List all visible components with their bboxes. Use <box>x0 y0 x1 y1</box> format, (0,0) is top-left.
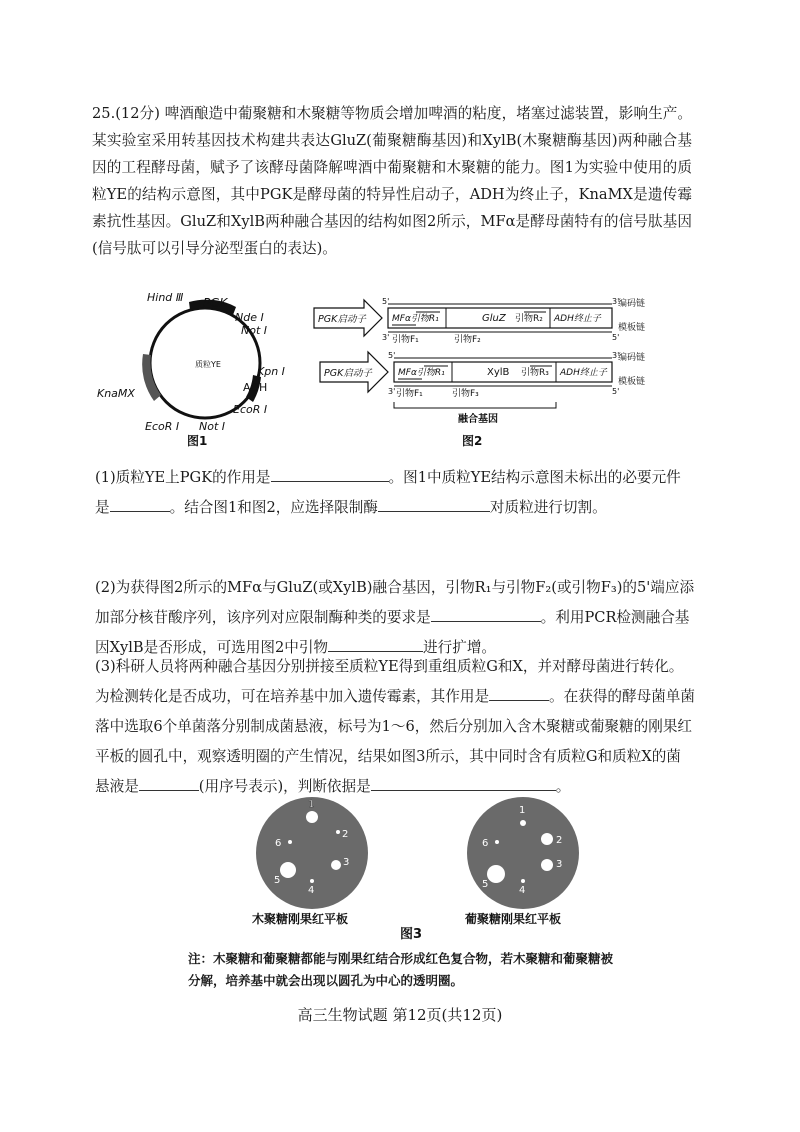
svg-text:5: 5 <box>482 879 489 890</box>
label-nde: Nde Ⅰ <box>235 311 264 324</box>
svg-text:模板链: 模板链 <box>618 377 646 387</box>
svg-text:MFα引物R₁: MFα引物R₁ <box>392 314 439 324</box>
sub-question-3: (3)科研人员将两种融合基因分别拼接至质粒YE得到重组质粒G和X，并对酵母菌进行转化。为检测转化是否成功，可在培养基中加入遗传霉素，其作用是 。在获得的酵母菌单菌落中选取6个单菌落分别制成菌悬液，标号为1～6，然后分别加入含木聚糖或葡聚糖的刚果红平板的圆孔中，观察透明圈的产生情况，结果如图3所示，其中同时含有质粒G和质粒X的菌悬液是 (用序号表示)，判断依据是 。 <box>95 658 695 795</box>
svg-text:4: 4 <box>519 885 526 896</box>
plate-left-label: 木聚糖刚果红平板 <box>252 912 349 926</box>
svg-text:5': 5' <box>612 387 620 396</box>
well-3-left <box>331 860 341 870</box>
figure3-caption: 图3 <box>400 927 423 942</box>
svg-text:3': 3' <box>612 351 620 360</box>
label-not-bottom: Not Ⅰ <box>199 420 226 433</box>
label-adh: ADH <box>243 381 268 394</box>
question-25-stem <box>92 100 692 262</box>
figure-note: 注：木聚糖和葡聚糖都能与刚果红结合形成红色复合物，若木聚糖和葡聚糖被分解，培养基中就会出现以圆孔为中心的透明圈。 <box>188 951 614 988</box>
svg-text:3': 3' <box>388 387 396 396</box>
svg-text:ADH终止子: ADH终止子 <box>554 314 601 324</box>
knamx-segment <box>142 354 161 401</box>
svg-text:GluZ: GluZ <box>482 313 506 324</box>
sub-question-1: (1)质粒YE上PGK的作用是 。图1中质粒YE结构示意图未标出的必要元件是 。结合图1和图2，应选择限制酶 对质粒进行切割。 <box>95 469 681 516</box>
svg-text:3: 3 <box>343 857 350 868</box>
question-stem-text: 啤酒酿造中葡聚糖和木聚糖等物质会增加啤酒的粘度，堵塞过滤装置，影响生产。某实验室采用转基因技术构建共表达GluZ(葡聚糖酶基因)和XylB(木聚糖酶基因)两种融合基因的工程酵母菌，赋予了该酵母菌降解啤酒中葡聚糖和木聚糖的能力。图1为实验中使用的质粒YE的结构示意图，其中PGK是酵母菌的特异性启动子，ADH为终止子，KnaMX是遗传霉素抗性基因。GluZ和XylB两种融合基因的结构如图2所示，MFα是酵母菌特有的信号肽基因(信号肽可以引导分泌型蛋白的表达)。 <box>92 105 692 257</box>
answer-blank[interactable] <box>489 686 549 701</box>
well-3-right <box>541 859 553 871</box>
well-4-right <box>521 879 525 883</box>
plasmid-center-label: 质粒YE <box>195 360 221 369</box>
figure3-plates <box>240 795 600 945</box>
svg-text:5': 5' <box>388 351 396 360</box>
figure2-fusion-genes <box>312 290 692 452</box>
well-6-left <box>288 840 292 844</box>
well-4-left <box>310 879 314 883</box>
well-2-right <box>541 833 553 845</box>
label-not-top: Not Ⅰ <box>241 324 268 337</box>
svg-text:1: 1 <box>308 799 315 810</box>
svg-text:3': 3' <box>612 297 620 306</box>
svg-text:6: 6 <box>482 838 489 849</box>
figure2-caption: 图2 <box>462 434 483 448</box>
svg-text:5: 5 <box>274 875 281 886</box>
svg-text:融合基因: 融合基因 <box>458 414 498 425</box>
svg-text:1: 1 <box>519 805 526 816</box>
svg-text:引物F₁: 引物F₁ <box>396 389 423 399</box>
svg-text:引物R₃: 引物R₃ <box>521 368 549 378</box>
plate-right-label: 葡聚糖刚果红平板 <box>465 912 562 926</box>
svg-text:6: 6 <box>275 838 282 849</box>
page-footer: 高三生物试题 第12页(共12页) <box>297 1006 503 1024</box>
svg-text:4: 4 <box>308 885 315 896</box>
svg-text:3': 3' <box>382 333 390 342</box>
svg-text:2: 2 <box>556 835 563 846</box>
answer-blank[interactable] <box>328 637 423 652</box>
figure1-caption: 图1 <box>187 434 208 448</box>
question-number: 25. <box>92 105 116 122</box>
well-6-right <box>495 840 499 844</box>
label-pgk: PGK <box>203 296 228 310</box>
well-2-left <box>336 830 340 834</box>
answer-blank[interactable] <box>271 467 389 482</box>
answer-blank[interactable] <box>110 497 170 512</box>
label-hind: Hind Ⅲ <box>147 291 184 304</box>
svg-text:MFα引物R₁: MFα引物R₁ <box>398 368 445 378</box>
well-5-right <box>487 865 505 883</box>
answer-blank[interactable] <box>371 776 556 791</box>
answer-blank[interactable] <box>378 497 490 512</box>
answer-blank[interactable] <box>431 607 541 622</box>
well-1-left <box>306 811 318 823</box>
svg-text:5': 5' <box>612 333 620 342</box>
svg-text:引物F₃: 引物F₃ <box>452 389 479 399</box>
label-ecor-right: EcoR Ⅰ <box>233 403 268 416</box>
label-knamx: KnaMX <box>97 387 135 400</box>
question-score: (12分) <box>115 105 160 122</box>
well-5-left <box>280 862 296 878</box>
svg-text:引物F₁: 引物F₁ <box>392 335 419 345</box>
svg-text:XylB: XylB <box>487 367 510 378</box>
svg-text:ADH终止子: ADH终止子 <box>560 368 607 378</box>
svg-text:3: 3 <box>556 859 563 870</box>
sub-question-2: (2)为获得图2所示的MFα与GluZ(或XylB)融合基因，引物R₁与引物F₂(或引物F₃)的5'端应添加部分核苷酸序列，该序列对应限制酶种类的要求是 。利用PCR检测融合基因XylB是否形成，可选用图2中引物 进行扩增。 <box>95 579 695 656</box>
figure1-plasmid-map <box>95 285 305 450</box>
svg-text:引物F₂: 引物F₂ <box>454 335 481 345</box>
fusion-bracket <box>394 402 556 408</box>
svg-text:PGK启动子: PGK启动子 <box>324 368 372 379</box>
svg-text:模板链: 模板链 <box>618 323 646 333</box>
label-ecor-left: EcoR Ⅰ <box>145 420 180 433</box>
label-kpn: Kpn Ⅰ <box>257 365 285 378</box>
svg-text:编码链: 编码链 <box>618 353 646 363</box>
svg-text:引物R₂: 引物R₂ <box>515 314 543 324</box>
svg-text:编码链: 编码链 <box>618 299 646 309</box>
svg-text:5': 5' <box>382 297 390 306</box>
answer-blank[interactable] <box>139 776 199 791</box>
svg-text:2: 2 <box>342 829 349 840</box>
well-1-right <box>520 820 526 826</box>
svg-text:PGK启动子: PGK启动子 <box>318 314 366 325</box>
